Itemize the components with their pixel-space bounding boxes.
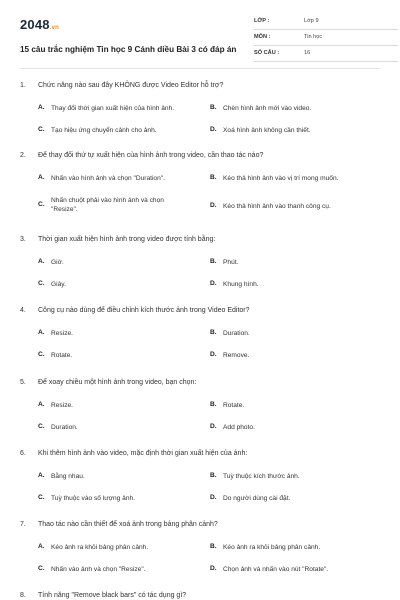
option-text: Duration.: [223, 330, 250, 337]
option-letter: B.: [210, 258, 217, 265]
option-letter: C.: [38, 494, 45, 501]
option-text: Chèn hình ảnh mới vào video.: [223, 105, 312, 112]
question-text: Công cụ nào dùng để điều chỉnh kích thước ảnh trong Video Editor?: [38, 307, 250, 314]
option-text: Do người dùng cài đặt.: [223, 495, 291, 502]
option-letter: D.: [210, 126, 217, 133]
option-letter: B.: [210, 329, 217, 336]
option-text: Khung hình.: [223, 281, 259, 288]
meta-info: [254, 14, 398, 62]
logo-suffix-text: .vn: [49, 25, 60, 31]
question-number: 6.: [20, 450, 26, 457]
option-letter: A.: [38, 174, 45, 181]
meta-key: LỚP :: [254, 18, 270, 24]
question-text: Tính năng "Remove black bars" có tác dụng gì?: [38, 592, 187, 599]
option-letter: D.: [210, 494, 217, 501]
option-letter: C.: [38, 280, 45, 287]
question-text: Khi thêm hình ảnh vào video, mặc định thời gian xuất hiện của ảnh:: [38, 450, 248, 457]
page-title: 15 câu trắc nghiệm Tin học 9 Cánh diều Bài 3 có đáp án: [20, 45, 237, 54]
option-letter: D.: [210, 565, 217, 572]
option-letter: C.: [38, 201, 45, 208]
option-letter: B.: [210, 174, 217, 181]
option-letter: B.: [210, 401, 217, 408]
option-letter: D.: [210, 351, 217, 358]
question-text: Thời gian xuất hiện hình ảnh trong video được tính bằng:: [38, 236, 216, 243]
option-text: Phút.: [223, 259, 239, 266]
question-text: Để thay đổi thứ tự xuất hiện của hình ảnh trong video, cần thao tác nào?: [38, 152, 264, 159]
option-text: Kéo thả hình ảnh vào thanh công cụ.: [223, 203, 331, 210]
option-text: Tạo hiệu ứng chuyển cảnh cho ảnh.: [51, 127, 157, 134]
option-text: Nhấn chuột phải vào hình ảnh và chọn "Resize".: [51, 197, 164, 213]
meta-value: Lớp 9: [304, 18, 319, 24]
option-text: Resize.: [51, 402, 73, 409]
question-text: Để xoay chiều một hình ảnh trong video, bạn chọn:: [38, 379, 197, 386]
option-text: Giờ.: [51, 259, 64, 266]
question-number: 4.: [20, 307, 26, 314]
option-letter: D.: [210, 423, 217, 430]
question-number: 5.: [20, 379, 26, 386]
option-letter: B.: [210, 472, 217, 479]
question-number: 8.: [20, 592, 26, 599]
option-letter: D.: [210, 280, 217, 287]
option-letter: A.: [38, 401, 45, 408]
question-number: 3.: [20, 236, 26, 243]
option-text: Tuỳ thuộc kích thước ảnh.: [223, 473, 300, 480]
option-text: Nhấn vào ảnh và chọn "Resize".: [51, 566, 146, 573]
option-letter: C.: [38, 126, 45, 133]
question-number: 1.: [20, 82, 26, 89]
meta-row-count: [254, 46, 398, 62]
option-text: Tuỳ thuộc vào số lượng ảnh.: [51, 495, 136, 502]
option-text: Thay đổi thời gian xuất hiện của hình ảnh.: [51, 105, 175, 112]
meta-value: Tin học: [304, 34, 323, 40]
option-text: Rotate.: [223, 402, 245, 409]
option-text: Giây.: [51, 281, 66, 288]
option-letter: C.: [38, 351, 45, 358]
question-number: 7.: [20, 521, 26, 528]
site-logo[interactable]: [20, 17, 59, 32]
option-text: Kéo ảnh ra khỏi bảng phân cảnh.: [51, 544, 149, 551]
option-text: Chọn ảnh và nhấn vào nút "Rotate".: [223, 566, 329, 573]
option-letter: A.: [38, 104, 45, 111]
option-letter: A.: [38, 258, 45, 265]
option-letter: C.: [38, 423, 45, 430]
logo-main-text: 2048: [20, 17, 50, 32]
option-text: Duration.: [51, 424, 78, 431]
meta-row-class: [254, 14, 398, 30]
option-letter: A.: [38, 329, 45, 336]
option-text: Rotate.: [51, 352, 73, 359]
header-divider: [20, 68, 380, 69]
meta-key: SỐ CÂU :: [254, 50, 280, 56]
meta-value: 16: [304, 50, 311, 56]
option-text: Nhấn vào hình ảnh và chọn "Duration".: [51, 175, 165, 182]
option-letter: B.: [210, 543, 217, 550]
option-text: Kéo ảnh ra khỏi bảng phân cảnh.: [223, 544, 321, 551]
option-letter: D.: [210, 202, 217, 209]
question-number: 2.: [20, 152, 26, 159]
option-letter: A.: [38, 472, 45, 479]
option-letter: C.: [38, 565, 45, 572]
meta-row-subject: [254, 30, 398, 46]
question-text: Chức năng nào sau đây KHÔNG được Video Editor hỗ trợ?: [38, 82, 224, 89]
option-text: Resize.: [51, 330, 73, 337]
option-letter: A.: [38, 543, 45, 550]
page-header: [20, 14, 380, 66]
option-text: Bằng nhau.: [51, 473, 85, 480]
option-text: Add photo.: [223, 424, 255, 431]
question-text: Thao tác nào cần thiết để xoá ảnh trong bảng phân cảnh?: [38, 521, 218, 528]
meta-key: MÔN :: [254, 34, 271, 40]
option-text: Xoá hình ảnh không cần thiết.: [223, 127, 311, 134]
option-text: Remove.: [223, 352, 250, 359]
option-letter: B.: [210, 104, 217, 111]
option-text: Kéo thả hình ảnh vào vị trí mong muốn.: [223, 175, 339, 182]
